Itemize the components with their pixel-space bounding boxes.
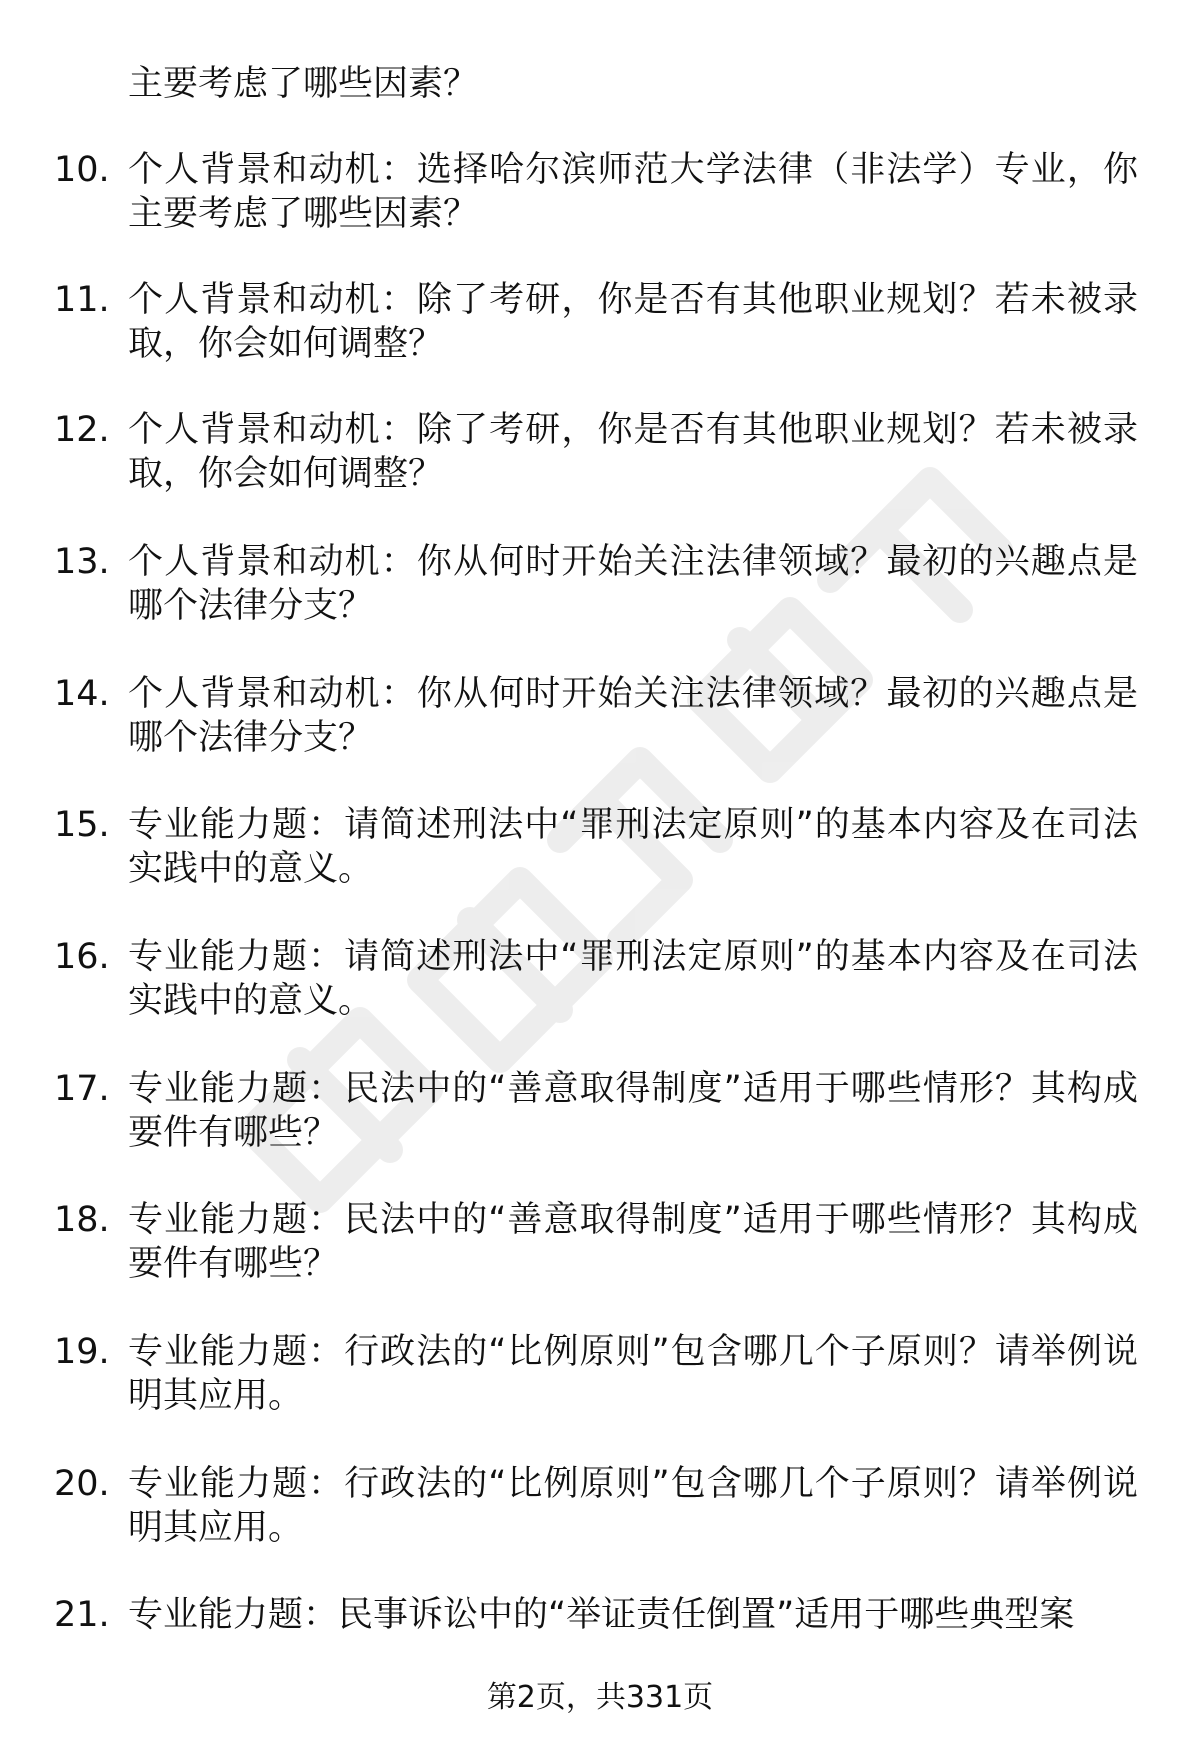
question-text: 专业能力题：民法中的“善意取得制度”适用于哪些情形？其构成要件有哪些？ xyxy=(128,1069,1138,1153)
question-text: 个人背景和动机：除了考研，你是否有其他职业规划？若未被录取，你会如何调整？ xyxy=(128,280,1138,364)
question-text: 专业能力题：行政法的“比例原则”包含哪几个子原则？请举例说明其应用。 xyxy=(128,1332,1138,1416)
question-text: 专业能力题：行政法的“比例原则”包含哪几个子原则？请举例说明其应用。 xyxy=(128,1464,1138,1548)
question-text: 个人背景和动机：你从何时开始关注法律领域？最初的兴趣点是哪个法律分支？ xyxy=(128,674,1138,758)
question-text: 专业能力题：请简述刑法中“罪刑法定原则”的基本内容及在司法实践中的意义。 xyxy=(128,805,1138,889)
page-footer: 第2页，共331页 xyxy=(486,1680,714,1715)
question-number: 18. xyxy=(54,1200,110,1240)
question-text: 个人背景和动机：你从何时开始关注法律领域？最初的兴趣点是哪个法律分支？ xyxy=(128,542,1138,626)
question-number: 10. xyxy=(54,150,110,190)
question-number: 21. xyxy=(54,1595,110,1635)
question-number: 13. xyxy=(54,542,110,582)
question-number: 15. xyxy=(54,805,110,845)
question-number: 12. xyxy=(54,410,110,450)
question-number: 14. xyxy=(54,674,110,714)
question-text: 专业能力题：民事诉讼中的“举证责任倒置”适用于哪些典型案 xyxy=(128,1595,1075,1635)
question-number: 17. xyxy=(54,1069,110,1109)
question-text: 个人背景和动机：除了考研，你是否有其他职业规划？若未被录取，你会如何调整？ xyxy=(128,410,1138,494)
question-number: 20. xyxy=(54,1464,110,1504)
question-number: 16. xyxy=(54,937,110,977)
question-text: 专业能力题：民法中的“善意取得制度”适用于哪些情形？其构成要件有哪些？ xyxy=(128,1200,1138,1284)
question-text: 个人背景和动机：选择哈尔滨师范大学法律（非法学）专业，你主要考虑了哪些因素？ xyxy=(128,150,1138,234)
continued-question-text: 主要考虑了哪些因素？ xyxy=(128,64,479,104)
question-number: 11. xyxy=(54,280,110,320)
question-text: 专业能力题：请简述刑法中“罪刑法定原则”的基本内容及在司法实践中的意义。 xyxy=(128,937,1138,1021)
question-number: 19. xyxy=(54,1332,110,1372)
